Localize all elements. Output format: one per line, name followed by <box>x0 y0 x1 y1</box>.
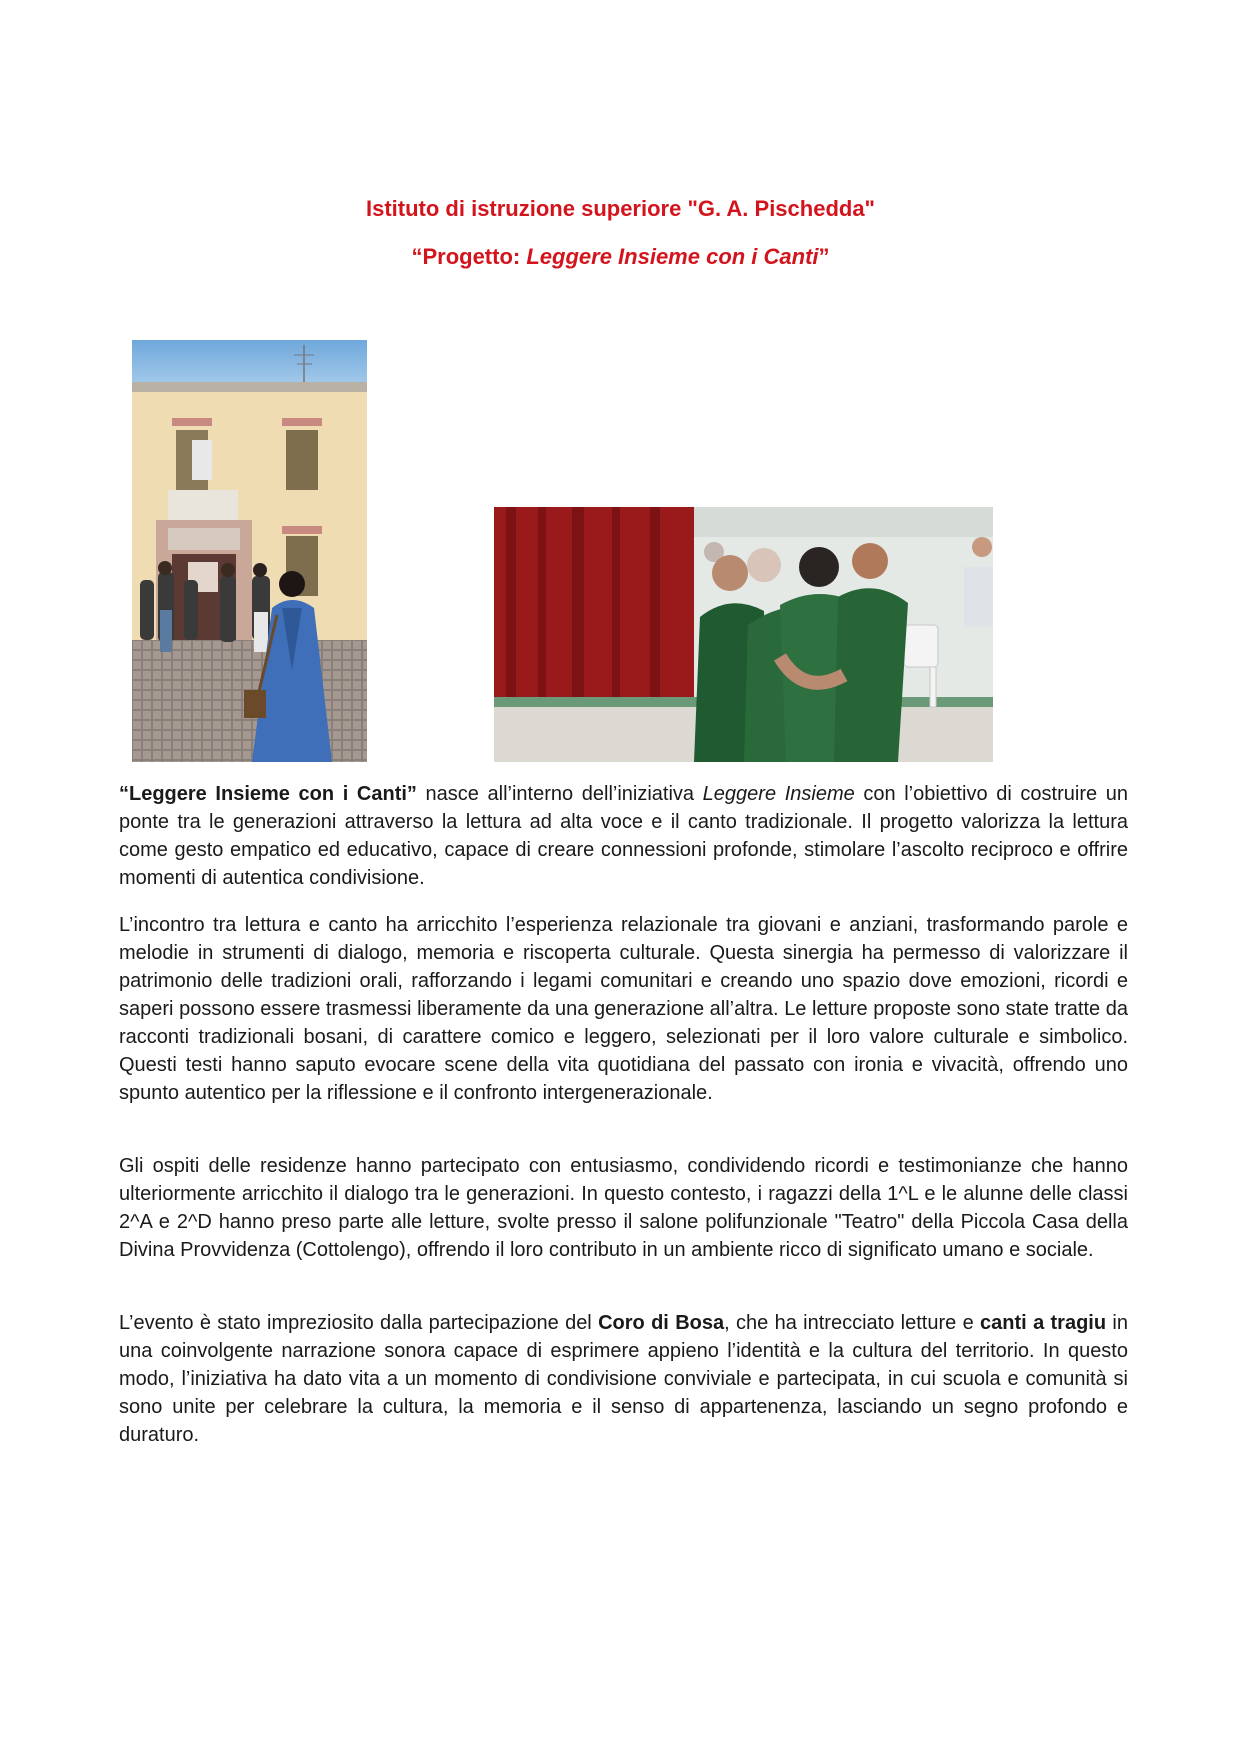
intro-text-a: nasce all’interno dell’iniziativa <box>416 783 703 805</box>
paragraph-choir <box>119 1309 1128 1449</box>
intro-project-name: “Leggere Insieme con i Canti” <box>119 783 417 805</box>
document-title: Istituto di istruzione superiore "G. A. Pischedda" <box>365 196 875 221</box>
intro-text-b: con l’obiettivo di costruire un ponte tra le generazioni attraverso la lettura ad alta voce e il canto tradizionale. Il progetto valorizza la lettura come gesto empatico ed educativo, capace di creare connessioni profonde, stimolare l’ascolto reciproco e offrire momenti di autentica condivisione. <box>119 783 1128 889</box>
choir-text-c: in una coinvolgente narrazione sonora capace di esprimere appieno l’identità e la cultura del territorio. In questo modo, l’iniziativa ha dato vita a un momento di condivisione conviviale e partecipata, in cui scuola e comunità si sono unite per celebrare la cultura, la memoria e il senso di appartenenza, lasciando un segno profondo e duraturo. <box>119 1312 1128 1446</box>
intro-initiative-name: Leggere Insieme <box>702 783 855 805</box>
choir-song-style: canti a tragiu <box>980 1312 1107 1334</box>
project-title-suffix: ” <box>818 244 830 269</box>
paragraph-reading-and-song: L’incontro tra lettura e canto ha arricchito l’esperienza relazionale tra giovani e anziani, trasformando parole e melodie in strumenti di dialogo, memoria e riscoperta culturale. Questa sinergia ha permesso di valorizzare il patrimonio delle tradizioni orali, rafforzando i legami comunitari e creando uno spazio dove emozioni, ricordi e saperi possono essere trasmessi liberamente da una generazione all’altra. Le letture proposte sono state tratte da racconti tradizionali bosani, di carattere comico e leggero, selezionati per il loro valore culturale e simbolico. Questi testi hanno saputo evocare scene della vita quotidiana del passato con ironia e vivacità, offrendo uno spunto autentico per la riflessione e il confronto intergenerazionale. <box>119 914 1128 1104</box>
project-title-prefix: “Progetto: <box>411 244 527 269</box>
choir-text-a: L’evento è stato impreziosito dalla partecipazione del <box>119 1312 599 1334</box>
project-title <box>0 244 1241 270</box>
building-photo <box>132 340 367 762</box>
paragraph-guests: Gli ospiti delle residenze hanno partecipato con entusiasmo, condividendo ricordi e testimonianze che hanno ulteriormente arricchito il dialogo tra le generazioni. In questo contesto, i ragazzi della 1^L e le alunne delle classi 2^A e 2^D hanno preso parte alle letture, svolte presso il salone polifunzionale "Teatro" della Piccola Casa della Divina Provvidenza (Cottolengo), offrendo il loro contributo in un ambiente ricco di significato umano e sociale. <box>119 1155 1128 1261</box>
paragraph-intro <box>119 780 1128 892</box>
choir-photo <box>494 507 993 762</box>
project-title-name: Leggere Insieme con i Canti <box>526 244 819 269</box>
choir-name: Coro di Bosa <box>598 1312 725 1334</box>
choir-text-b: , che ha intrecciato letture e <box>724 1312 981 1334</box>
